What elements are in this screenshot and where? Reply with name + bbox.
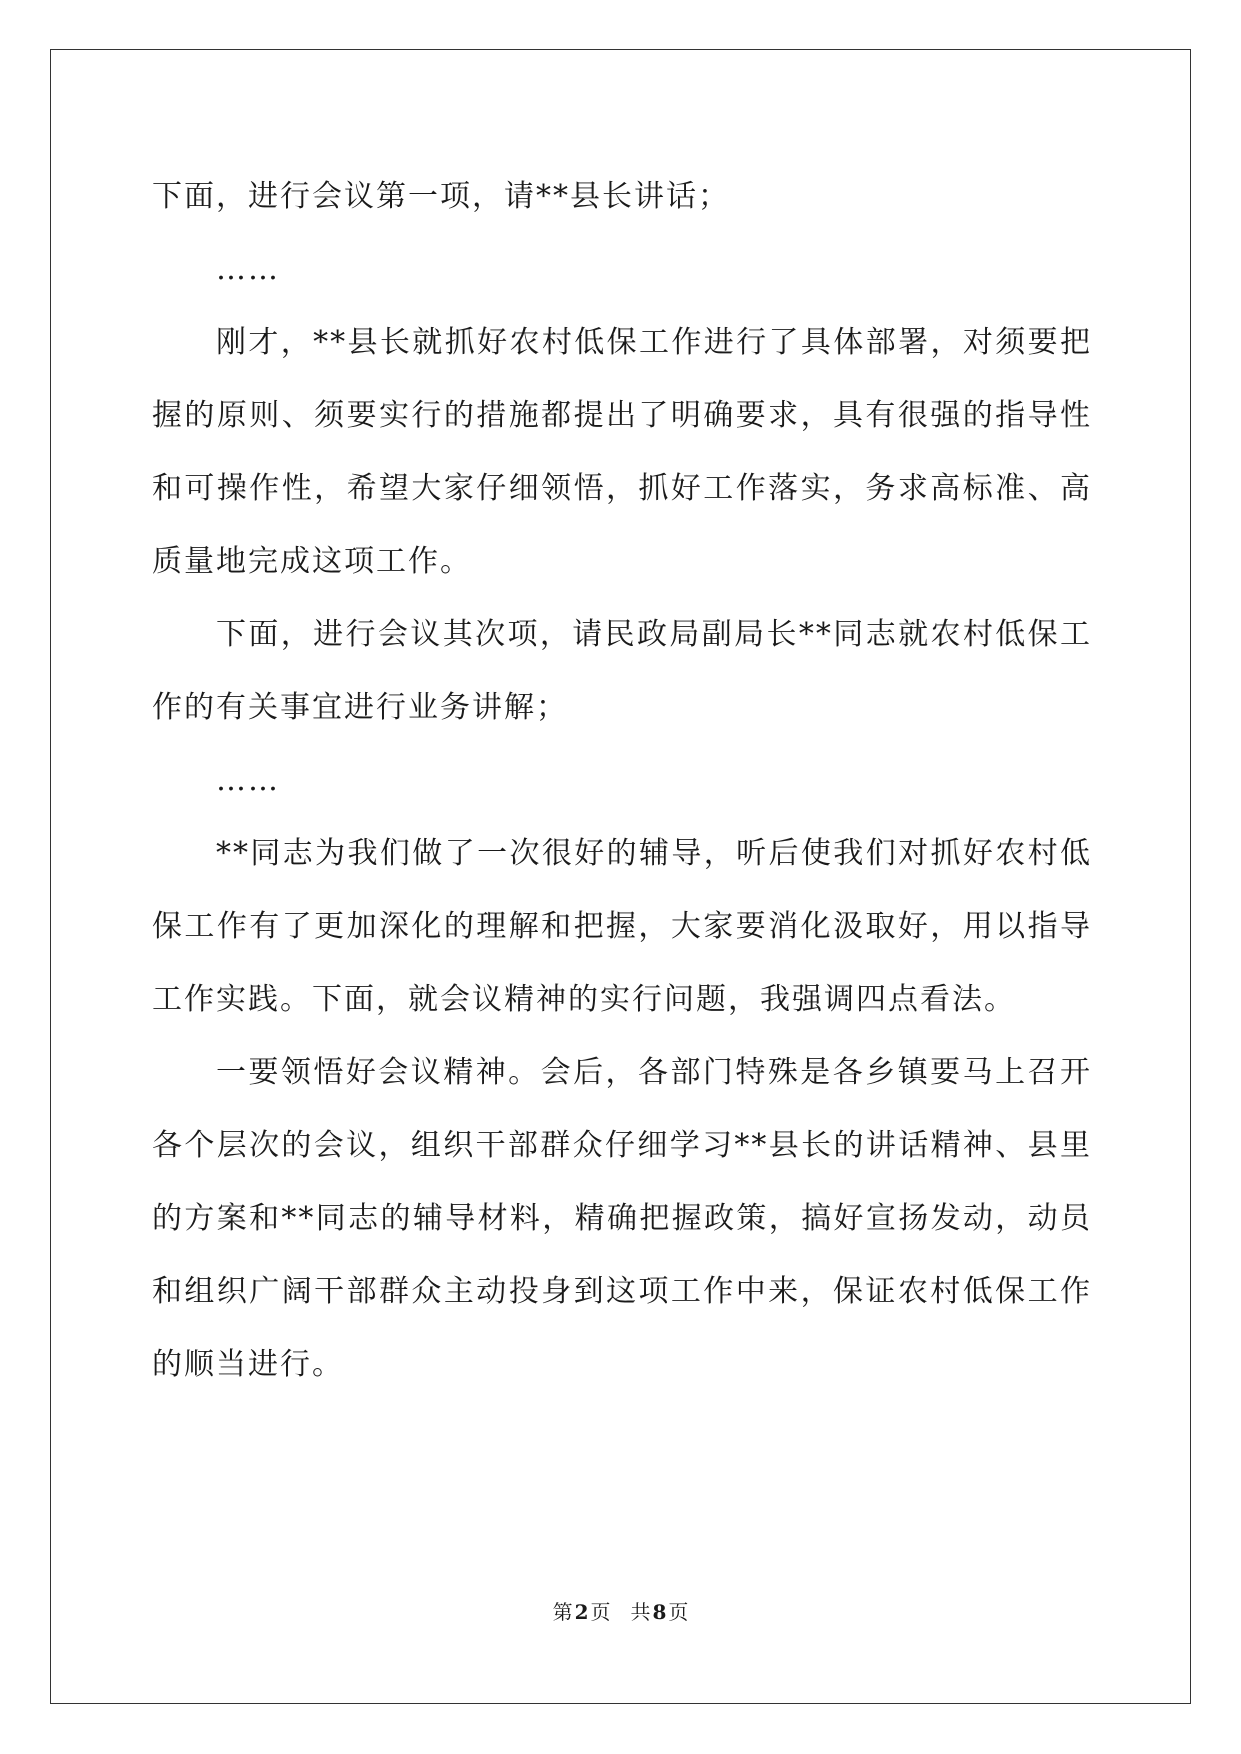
paragraph-2-ellipsis: …… [216,252,280,287]
paragraph-1: 下面，进行会议第一项，请**县长讲话； [152,179,730,214]
paragraph-6: **同志为我们做了一次很好的辅导，听后使我们对抓好农村低保工作有了更加深化的理解和把握，大家要消化汲取好，用以指导工作实践。下面，就会议精神的实行问题，我强调四点看法。 [152,836,1092,1017]
paragraph-4: 下面，进行会议其次项，请民政局副局长**同志就农村低保工作的有关事宜进行业务讲解； [152,617,1092,725]
page-prefix: 第 [552,1600,573,1624]
paragraph-5-ellipsis: …… [216,763,280,798]
page-number: 2 [574,1600,589,1624]
paragraph-7: 一要领悟好会议精神。会后，各部门特殊是各乡镇要马上召开各个层次的会议，组织干部群众仔细学习**县长的讲话精神、县里的方案和**同志的辅导材料，精确把握政策，搞好宣扬发动，动员和组织广阔干部群众主动投身到这项工作中来，保证农村低保工作的顺当进行。 [152,1055,1092,1382]
page-footer [50,1600,1191,1624]
paragraph-3: 刚才，**县长就抓好农村低保工作进行了具体部署，对须要把握的原则、须要实行的措施都提出了明确要求，具有很强的指导性和可操作性，希望大家仔细领悟，抓好工作落实，务求高标准、高质量地完成这项工作。 [152,325,1092,579]
page-suffix: 页 [590,1600,611,1624]
total-suffix: 页 [668,1600,689,1624]
total-pages: 8 [652,1600,667,1624]
total-prefix: 共 [630,1600,651,1624]
document-body [152,160,1092,1401]
